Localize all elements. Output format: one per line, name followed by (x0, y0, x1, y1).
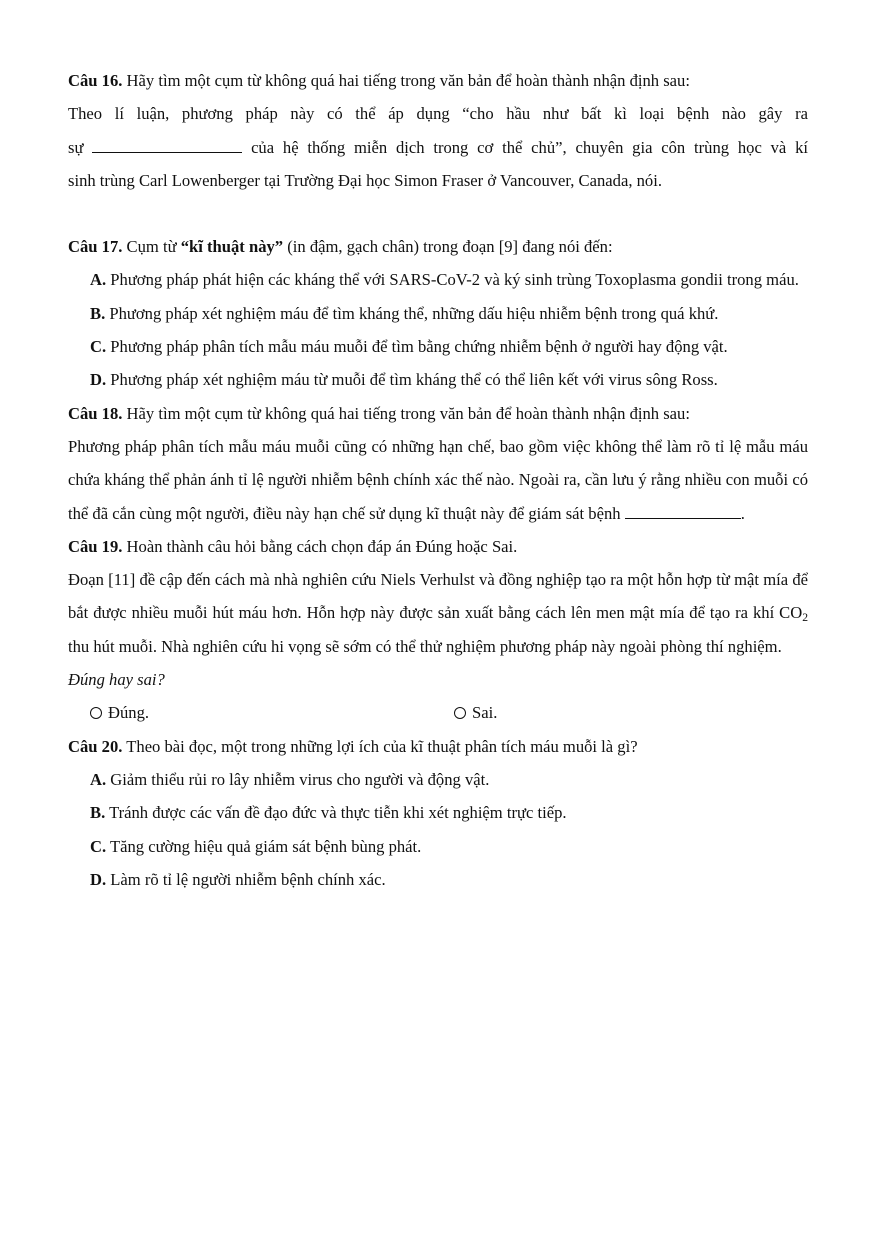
highlighted-term: “kĩ thuật này” (180, 237, 284, 257)
option-b[interactable]: B. Tránh được các vấn đề đạo đức và thực tiễn khi xét nghiệm trực tiếp. (90, 803, 567, 823)
question-number: Câu 20. (68, 736, 123, 756)
question-17-prompt: Câu 17. Cụm từ “kĩ thuật này” (in đậm, gạch chân) trong đoạn [9] đang nói đến: (68, 237, 613, 257)
question-number: Câu 17. (68, 237, 123, 257)
answer-blank[interactable] (625, 502, 741, 519)
question-16-line: Theo lí luận, phương pháp này có thể áp dụng “cho hầu như bất kì loại bệnh nào gây ra (68, 104, 808, 124)
question-16-line: sinh trùng Carl Lowenberger tại Trường Đại học Simon Fraser ở Vancouver, Canada, nói. (68, 170, 662, 190)
question-number: Câu 19. (68, 536, 123, 556)
option-b[interactable]: B. Phương pháp xét nghiệm máu để tìm kháng thể, những dấu hiệu nhiễm bệnh trong quá khứ. (90, 303, 719, 323)
document-page (68, 64, 808, 896)
answer-blank[interactable] (92, 136, 242, 153)
radio-circle-icon[interactable] (454, 707, 466, 719)
question-20 (68, 730, 808, 896)
spacer (68, 197, 808, 230)
question-19-body: Đoạn [11] đề cập đến cách mà nhà nghiên cứu Niels Verhulst và đồng nghiệp tạo ra một hỗn hợp từ mật mía để bắt được nhiều muỗi hút máu hơn. Hỗn hợp này được sản xuất bằng cách lên men mật mía để tạo ra khí $CO_2$ thu hút muỗi. Nhà nghiên cứu hi vọng sẽ sớm có thể thử nghiệm phương pháp này ngoài phòng thí nghiệm. (68, 570, 808, 656)
true-false-question: Đúng hay sai? (68, 670, 165, 690)
option-a[interactable]: A. Giảm thiểu rủi ro lây nhiễm virus cho người và động vật. (90, 769, 490, 789)
question-19 (68, 530, 808, 730)
option-d[interactable]: D. Phương pháp xét nghiệm máu từ muỗi để tìm kháng thể có thể liên kết với virus sông Ross. (90, 370, 718, 390)
option-d[interactable]: D. Làm rõ tỉ lệ người nhiễm bệnh chính xác. (90, 869, 386, 889)
question-16 (68, 64, 808, 197)
question-17 (68, 230, 808, 396)
question-number: Câu 16. (68, 71, 123, 90)
option-c[interactable]: C. Phương pháp phân tích mẫu máu muỗi để tìm bằng chứng nhiễm bệnh ở người hay động vật. (90, 337, 728, 357)
question-20-prompt: Câu 20. Theo bài đọc, một trong những lợi ích của kĩ thuật phân tích máu muỗi là gì? (68, 736, 638, 756)
question-16-line: sự của hệ thống miễn dịch trong cơ thể chủ”, chuyên gia côn trùng học và kí (68, 137, 808, 157)
question-18-prompt: Câu 18. Hãy tìm một cụm từ không quá hai tiếng trong văn bản để hoàn thành nhận định sau: (68, 403, 690, 423)
question-18 (68, 397, 808, 530)
true-false-options (68, 696, 808, 729)
option-c[interactable]: C. Tăng cường hiệu quả giám sát bệnh bùng phát. (90, 836, 422, 856)
radio-circle-icon[interactable] (90, 707, 102, 719)
question-18-body: Phương pháp phân tích mẫu máu muỗi cũng có những hạn chế, bao gồm việc không thể làm rõ tỉ lệ mẫu máu chứa kháng thể phản ánh tỉ lệ người nhiễm bệnh chính xác thế nào. Ngoài ra, cần lưu ý rằng nhiều con muỗi có thể đã cắn cùng một người, điều này hạn chế sử dụng kĩ thuật này để giám sát bệnh . (68, 436, 808, 523)
true-option[interactable]: Đúng. (90, 696, 149, 729)
false-option[interactable]: Sai. (454, 696, 497, 729)
question-16-prompt: Câu 16. Hãy tìm một cụm từ không quá hai tiếng trong văn bản để hoàn thành nhận định sau: (68, 71, 690, 90)
question-number: Câu 18. (68, 403, 123, 423)
question-19-prompt: Câu 19. Hoàn thành câu hỏi bằng cách chọn đáp án Đúng hoặc Sai. (68, 536, 518, 556)
option-a[interactable]: A. Phương pháp phát hiện các kháng thể với SARS-CoV-2 và ký sinh trùng Toxoplasma gondii trong máu. (90, 270, 799, 290)
